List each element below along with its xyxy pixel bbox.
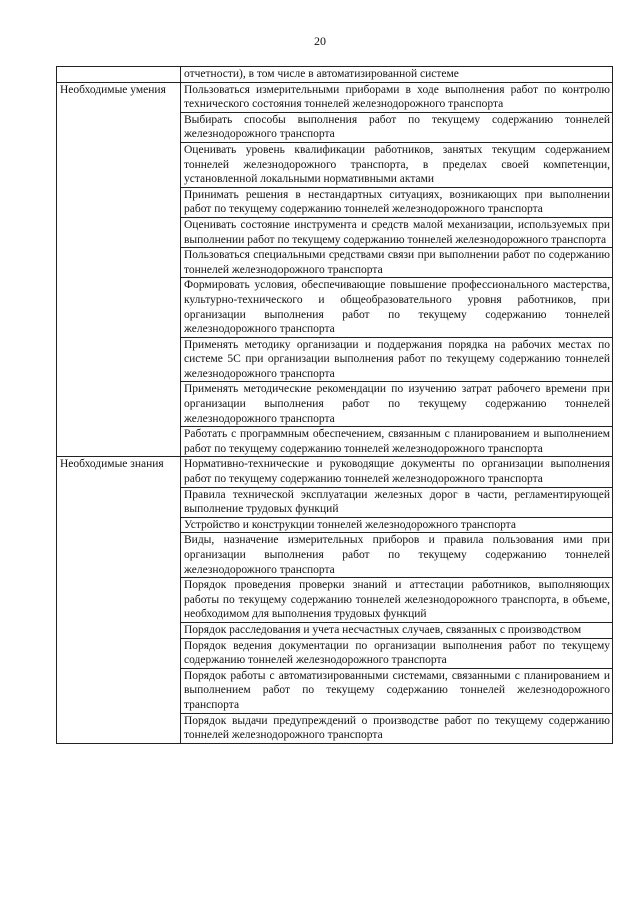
section-item: Нормативно-технические и руководящие документы по организации выполнения работ по текущему содержанию тоннелей железнодорожного транспорта <box>181 457 613 487</box>
section-item: Виды, назначение измерительных приборов и правила пользования ими при организации выполнения работ по текущему содержанию тоннелей железнодорожного транспорта <box>181 533 613 578</box>
requirements-table-body <box>57 67 613 744</box>
table-row-continuation <box>57 67 613 83</box>
section-item: Пользоваться измерительными приборами в ходе выполнения работ по контролю технического состояния тоннелей железнодорожного транспорта <box>181 82 613 112</box>
section-item: Порядок выдачи предупреждений о производстве работ по текущему содержанию тоннелей железнодорожного транспорта <box>181 713 613 743</box>
section-label: Необходимые умения <box>57 82 181 457</box>
requirements-table <box>56 66 613 744</box>
section-item: Оценивать уровень квалификации работников, занятых текущим содержанием тоннелей железнодорожного транспорта, в пределах своей компетенции, установленной локальными нормативными актами <box>181 142 613 187</box>
section-item: Пользоваться специальными средствами связи при выполнении работ по содержанию тоннелей железнодорожного транспорта <box>181 248 613 278</box>
table-cell-label <box>57 67 181 83</box>
section-item: Выбирать способы выполнения работ по текущему содержанию тоннелей железнодорожного транспорта <box>181 112 613 142</box>
section-item: Порядок проведения проверки знаний и аттестации работников, выполняющих работы по текущему содержанию тоннелей железнодорожного транспорта, в объеме, необходимом для выполнения трудовых функций <box>181 578 613 623</box>
section-item: Порядок работы с автоматизированными системами, связанными с планированием и выполнением работ по текущему содержанию тоннелей железнодорожного транспорта <box>181 668 613 713</box>
section-item: Порядок ведения документации по организации выполнения работ по текущему содержанию тоннелей железнодорожного транспорта <box>181 638 613 668</box>
section-item: Применять методику организации и поддержания порядка на рабочих местах по системе 5С при организации выполнения работ по текущему содержанию тоннелей железнодорожного транспорта <box>181 337 613 382</box>
section-item: Применять методические рекомендации по изучению затрат рабочего времени при организации выполнения работ по текущему содержанию тоннелей железнодорожного транспорта <box>181 382 613 427</box>
section-item: Формировать условия, обеспечивающие повышение профессионального мастерства, культурно-технического и общеобразовательного уровня работников, при организации выполнения работ по текущему содержанию тоннелей железнодорожного транспорта <box>181 278 613 337</box>
section-item: Правила технической эксплуатации железных дорог в части, регламентирующей выполнение трудовых функций <box>181 487 613 517</box>
section-item: Порядок расследования и учета несчастных случаев, связанных с производством <box>181 622 613 638</box>
section-item: Оценивать состояние инструмента и средств малой механизации, используемых при выполнении работ по текущему содержанию тоннелей железнодорожного транспорта <box>181 217 613 247</box>
table-cell-text: отчетности), в том числе в автоматизированной системе <box>181 67 613 83</box>
table-row <box>57 457 613 487</box>
page-number: 20 <box>314 34 326 48</box>
table-row <box>57 82 613 112</box>
section-item: Устройство и конструкции тоннелей железнодорожного транспорта <box>181 517 613 533</box>
section-label: Необходимые знания <box>57 457 181 743</box>
section-item: Принимать решения в нестандартных ситуациях, возникающих при выполнении работ по текущему содержанию тоннелей железнодорожного транспорта <box>181 187 613 217</box>
section-item: Работать с программным обеспечением, связанным с планированием и выполнением работ по текущему содержанию тоннелей железнодорожного транспорта <box>181 427 613 457</box>
